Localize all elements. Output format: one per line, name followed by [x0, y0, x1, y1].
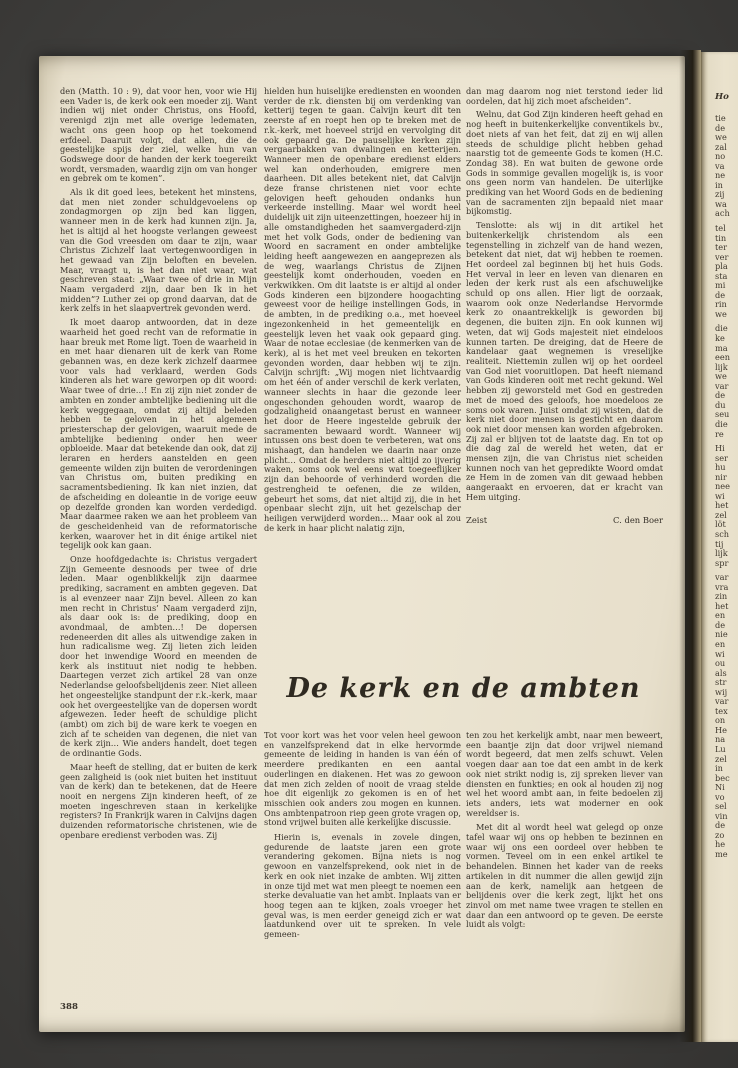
text-fragment-line: sel	[715, 801, 727, 812]
text-fragment-line: Lu	[715, 744, 726, 754]
text-fragment-line: het	[715, 500, 729, 511]
text-fragment-line: on	[715, 715, 726, 726]
text-fragment-line: ne	[715, 170, 726, 181]
text-fragment-line: lijk	[715, 361, 728, 372]
text-fragment-line: nir	[715, 471, 727, 482]
text-fragment-line: zel	[715, 509, 727, 520]
text-fragment-line: bec	[715, 772, 730, 783]
paragraph: ten zou het kerkelijk ambt, naar men beweert, een baantje zijn dat door vrijwel niemand wordt begeerd, dat men zelfs schuwt. Velen voegen daar aan toe dat een ambt in de kerk ook niet strikt nodig is, zij spreken liever van diensten en funkties; en ook al houden zij nog wel het woord ambt aan, in feite bedoelen zij iets anders, iets wat moderner en ook wereldser is.	[466, 730, 663, 818]
text-fragment-line: we	[715, 371, 727, 382]
signature-place: Zeist	[466, 514, 488, 525]
text-fragment-line: wa	[715, 198, 727, 209]
text-fragment-line: vin	[715, 810, 728, 821]
text-fragment-line: een	[715, 352, 730, 363]
text-fragment-line: de	[715, 820, 726, 831]
text-fragment-line: die	[715, 323, 728, 334]
text-fragment-line: tij	[715, 538, 724, 549]
text-fragment-line: wi	[715, 490, 725, 501]
text-fragment-line: zij	[715, 189, 725, 200]
paragraph: Onze hoofdgedachte is: Christus vergadert Zijn Gemeente desnoods per twee of drie leden. Maar ogenblikkelijk zijn daarmee prediking, sacrament en ambten gegeven. Dat is al evenzeer naar Zijn bevel. Alleen zo kan men recht in Christus’ Naam vergaderd zijn, als daar ook is: de prediking, doop en avondmaal, de ambten…! De dopersen redeneerden dit alles als uitwendige zaken in hun radicalisme weg. Zij lieten zich leiden door het inwendige Woord en meenden de kerk als instituut niet nodig te hebben. Daartegen verzet zich artikel 28 van onze Nederlandse geloofsbelijdenis zeer. Niet alleen het ongeestelijke standpunt der r.k.-kerk, maar ook het overgeestelijke van de dopersen wordt afgewezen. Ieder heeft de schuldige plicht (ambt) om zich bij de ware kerk te voegen en zich af te scheiden van degenen, die niet van de kerk zijn… Wie anders handelt, doet tegen de ordinantie Gods.	[60, 554, 257, 759]
text-fragment-line: de	[715, 390, 726, 401]
paragraph: Als ik dit goed lees, betekent het minstens, dat men niet zonder schuldgevoelens op zondagmorgen op zijn bed kan liggen, wanneer men in de kerk had kunnen zijn. Ja, het is altijd al het hoogste verlangen geweest van die God vreesden om daar te zijn, waar Christus Zichzelf laat vertegenwoordigen in het gewaad van Zijn beloften en bevelen. Maar, vraagt u, is het dan niet waar, wat geschreven staat: „Waar twee of drie in Mijn Naam vergaderd zijn, daar ben Ik in het midden”? Luther zei op grond daarvan, dat de kerk zelfs in het slaapvertrek gevonden werd.	[60, 187, 257, 314]
text-fragment-line: Hi	[715, 443, 725, 454]
text-fragment-line: in	[715, 179, 723, 190]
text-fragment-line: va	[715, 160, 725, 171]
text-fragment-line: he	[715, 839, 726, 850]
text-fragment-line: nee	[715, 481, 730, 492]
paragraph: den (Matth. 10 : 9), dat voor hen, voor wie Hij een Vader is, de kerk ook een moeder zij. Want indien wij niet onder Christus, ons Hoofd, verenigd zijn met alle overige ledematen, wacht ons geen hoop op het toekomend erfdeel. Daaruit volgt, dat allen, die de geestelijke spijs der ziel, welke hun van Godswege door de handen der kerk toegereikt wordt, versmaden, waardig zijn om van honger en gebrek om te komen”.	[60, 86, 257, 184]
text-fragment-line: de	[715, 122, 726, 133]
text-fragment-line: wi	[715, 648, 725, 659]
text-fragment-line: ma	[715, 342, 728, 353]
text-fragment-line: Ni	[715, 782, 725, 793]
scanned-page	[39, 56, 685, 1032]
paragraph: hielden hun huiselijke erediensten en woonden verder de r.k. diensten bij om verdenking van ketterij tegen te gaan. Calvijn keurt dit ten zeerste af en roept hen op te breken met de r.k.-kerk, met hoeveel strijd en vervolging dit ook gepaard ga. De pauselijke kerken zijn vergaarbakken van dwalingen en ketterijen. Wanneer men de openbare eredienst elders wel kan onderhouden, emigrere men daarheen. Dit alles betekent niet, dat Calvijn deze franse christenen niet voor echte gelovigen heeft gehouden ondanks hun verkeerde instelling. Maar wel wordt heel duidelijk uit zijn uiteenzettingen, hoezeer hij in alle omstandigheden het saamvergaderd-zijn met het volk Gods, onder de bediening van Woord en sacrament en onder ambtelijke leiding heeft aangewezen en aangeprezen als de weg, waarlangs Christus de Zijnen geestelijk komt onderhouden, voeden en verkwikken. Om dit laatste is er altijd al onder Gods kinderen een bijzondere hoogachting geweest voor de heilige instellingen Gods, in de ambten, in de prediking o.a., met hoeveel ingezonkenheid in het gemeentelijk en geestelijk leven het vaak ook gepaard ging. Waar de notae ecclesiae (de kenmerken van de kerk), al is het met veel breuken en tekorten gevonden worden, daar hebben wij te zijn. Calvijn schrijft: „Wij mogen niet lichtvaardig om het één of ander verschil de kerk verlaten, wanneer slechts in haar die gezonde leer ongeschonden gehouden wordt, waarop de godzaligheid onaangetast berust en wanneer het door de Heere ingestelde gebruik der sacramenten bewaard wordt. Wanneer wij intussen ons best doen te verbeteren, wat ons mishaagt, dan handelen we daarin naar onze plicht… Omdat de herders niet altijd zo ijverig waken, soms ook wel eens wat toegeeflijker zijn dan behoorde of verhinderd worden die gestrengheid te oefenen, die ze wilden, gebeurt het soms, dat niet altijd zij, die in het openbaar slecht zijn, uit het gezelschap der heiligen verwijderd worden… Maar ook al zou de kerk in haar plicht nalatig zijn,	[264, 86, 461, 533]
text-fragment-line: zal	[715, 141, 727, 152]
text-fragment-line: var	[715, 696, 729, 707]
text-fragment-line: het	[715, 600, 729, 611]
text-fragment-line: ou	[715, 658, 726, 669]
text-fragment-line: we	[715, 308, 727, 319]
text-fragment-line: en	[715, 610, 726, 621]
text-fragment-line: var	[715, 380, 729, 391]
text-column-2	[264, 87, 461, 537]
article2-column-left	[264, 731, 461, 945]
article-title: De kerk en de ambten	[286, 673, 641, 704]
paragraph: Met dit al wordt heel wat gelegd op onze tafel waar wij ons op hebben te bezinnen en waar wij ons een oordeel over hebben te vormen. Teveel om in een enkel artikel te behandelen. Binnen het kader van de reeks artikelen in dit nummer die allen gewijd zijn aan de kerk, namelijk aan hetgeen de belijdenis over die kerk zegt, lijkt het ons zinvol om met name twee vragen te stellen en daar dan een antwoord op te geven. De eerste luidt als volgt:	[466, 822, 663, 930]
paragraph: Maar heeft de stelling, dat er buiten de kerk geen zaligheid is (ook niet buiten het instituut van de kerk) dan te betekenen, dat de Heere nooit en nergens Zijn kinderen heeft, of ze moeten ingeschreven staan in kerkelijke registers? In Frankrijk waren in Calvijns dagen duizenden reformatorische christenen, wie de openbare eredienst verboden was. Zij	[60, 761, 257, 840]
page-number: 388	[60, 1002, 78, 1012]
text-fragment-line: zel	[715, 753, 727, 764]
text-fragment-line: mi	[715, 280, 726, 291]
paragraph: Tot voor kort was het voor velen heel gewoon en vanzelfsprekend dat in elke hervormde gemeente de leiding in handen is van één of meerdere predikanten en een aantal ouderlingen en diakenen. Het was zo gewoon dat men zich zelden of nooit de vraag stelde hoe dit eigenlijk zo gekomen is en of het misschien ook anders zou mogen en kunnen. Ons ambtenpatroon riep geen grote vragen op, stond vrijwel buiten alle kerkelijke discussie.	[264, 730, 461, 828]
text-fragment-line: du	[715, 399, 726, 410]
next-page-header-fragment: Ho	[715, 92, 729, 102]
text-fragment-line: no	[715, 151, 726, 162]
text-fragment-line: in	[715, 763, 723, 774]
text-column-1	[60, 87, 257, 844]
paragraph: Welnu, dat God Zijn kinderen heeft gehad en nog heeft in buitenkerkelijke conventikels bv., doet niets af van het feit, dat zij en wij allen steeds de schuldige plicht hebben gehad naarstig tot de gemeente Gods te komen (H.C. Zondag 38). En wat buiten de gewone orde Gods in sommige gevallen mogelijk is, is voor ons geen norm van handelen. De uiterlijke prediking van het Woord Gods en de bediening van de sacramenten zijn bepaald niet maar bijkomstig.	[466, 109, 663, 217]
text-fragment-line: die	[715, 418, 728, 429]
paragraph: dan mag daarom nog niet terstond ieder lid oordelen, dat hij zich moet afscheiden”.	[466, 86, 663, 106]
text-fragment-line: rin	[715, 299, 727, 310]
next-page-text-fragments	[715, 114, 738, 1034]
text-column-3	[466, 87, 663, 525]
text-fragment-line: ter	[715, 242, 728, 253]
next-page-edge	[701, 52, 738, 1042]
text-fragment-line: na	[715, 734, 726, 745]
text-fragment-line: de	[715, 619, 726, 630]
column-3-paragraphs	[466, 87, 663, 503]
text-fragment-line: re	[715, 428, 724, 439]
text-fragment-line: tin	[715, 232, 727, 243]
text-fragment-line: ach	[715, 208, 730, 219]
text-fragment-line: lijk	[715, 548, 728, 559]
book-gutter-shadow	[679, 50, 701, 1042]
text-fragment-line: seu	[715, 409, 730, 420]
text-fragment-line: ke	[715, 333, 725, 344]
article2-column-right	[466, 731, 663, 945]
text-fragment-line: tie	[715, 114, 726, 123]
text-fragment-line: ser	[715, 452, 728, 463]
text-fragment-line: löt	[715, 519, 726, 530]
text-fragment-line: vra	[715, 581, 729, 592]
text-fragment-line: zin	[715, 591, 728, 602]
paragraph: Tenslotte: als wij in dit artikel het buitenkerkelijk christendom als een tegenstelling in zichzelf van de hand wezen, betekent dat niet, dat wij hebben te roemen. Het oordeel zal beginnen bij het huis Gods. Het verval in leer en leven van dienaren en leden der kerk rust als een afschuwelijke schuld op ons allen. Hier ligt de oorzaak, waarom ook onze Nederlandse Hervormde kerk zo onaantrekkelijk is geworden bij degenen, die buiten zijn. En ook kunnen wij weten, dat wij Gods majesteit niet eindeloos kunnen tarten. De dreiging, dat de Heere de kandelaar gaat wegnemen is vreselijke realiteit. Niettemin zullen wij op het oordeel van God niet vooruitlopen. Dat heeft niemand van Gods kinderen ooit met recht gekund. Wel hebben zij geworsteld met God en gestreden met de moed des geloofs, hoe moedeloos ze soms ook waren. Juist omdat zij wisten, dat de kerk niet door mensen is gesticht en daarom ook niet door mensen kan worden afgebroken. Zij zal er blijven tot de laatste dag. En tot op die dag zal de wereld het weten, dat er mensen zijn, die van Christus niet scheiden kunnen noch van het gepredikte Woord omdat ze Hem in de zomen van dit gewaad hebben aangeraakt en ervoeren, dat er kracht van Hem uitging.	[466, 220, 663, 502]
signature-row	[466, 516, 663, 526]
text-fragment-line: pla	[715, 261, 728, 272]
text-fragment-line: zo	[715, 829, 725, 840]
text-fragment-line: ver	[715, 251, 729, 262]
text-fragment-line: vo	[715, 791, 725, 802]
paragraph: Hierin is, evenals in zovele dingen, gedurende de laatste jaren een grote verandering gekomen. Bijna niets is nog gewoon en vanzelfsprekend, ook niet in de kerk en ook niet inzake de ambten. Wij zitten in onze tijd met wat men pleegt te noemen een sterke devaluatie van het ambt. Inplaats van er hoog tegen aan te kijken, zoals vroeger het geval was, is men eerder geneigd zich er wat laatdunkend over uit te spreken. In vele gemeen-	[264, 832, 461, 940]
text-fragment-line: sta	[715, 270, 728, 281]
text-fragment-line: me	[715, 849, 728, 860]
text-fragment-line: de	[715, 289, 726, 300]
text-fragment-line: He	[715, 724, 727, 735]
text-fragment-line: wij	[715, 686, 728, 697]
signature-author: C. den Boer	[613, 514, 663, 525]
text-fragment-line: hu	[715, 462, 726, 473]
text-fragment-line: var	[715, 572, 729, 583]
second-article	[264, 673, 663, 945]
text-fragment-line: tel	[715, 223, 726, 234]
text-fragment-line: sch	[715, 528, 730, 539]
text-fragment-line: spr	[715, 557, 729, 568]
text-fragment-line: tex	[715, 705, 728, 716]
text-fragment-line: en	[715, 638, 726, 649]
text-fragment-line: str	[715, 677, 727, 688]
paragraph: Ik moet daarop antwoorden, dat in deze waarheid het goed recht van de reformatie in haar breuk met Rome ligt. Toen de waarheid in en met haar dienaren uit de kerk van Rome gebannen was, en deze kerk zichzelf daarmee voor vals had verklaard, werden Gods kinderen als het ware geworpen op dit woord: Waar twee of drie…! En zij zijn niet zonder de ambten en zonder ambtelijke bediening uit die kerk weggegaan, omdat zij altijd beleden hebben te geloven in het algemeen priesterschap der gelovigen, waaruit mede de ambtelijke bediening onder hen weer opbloeide. Maar dat betekende dan ook, dat zij leraren en herders aanstelden en geen gemeente wilden zijn buiten de verordeningen van Christus om, buiten prediking en sacramentsbediening. Ik kan niet inzien, dat de afscheiding en doleantie in de vorige eeuw op dezelfde gronden kan worden verdedigd. Maar daarmee raken we aan het probleem van de gescheidenheid van de reformatorische kerken, waarover het in dit énige artikel niet tegelijk ook kan gaan.	[60, 317, 257, 551]
text-fragment-line: als	[715, 667, 727, 678]
text-fragment-line: nie	[715, 629, 728, 640]
text-fragment-line: we	[715, 132, 727, 143]
